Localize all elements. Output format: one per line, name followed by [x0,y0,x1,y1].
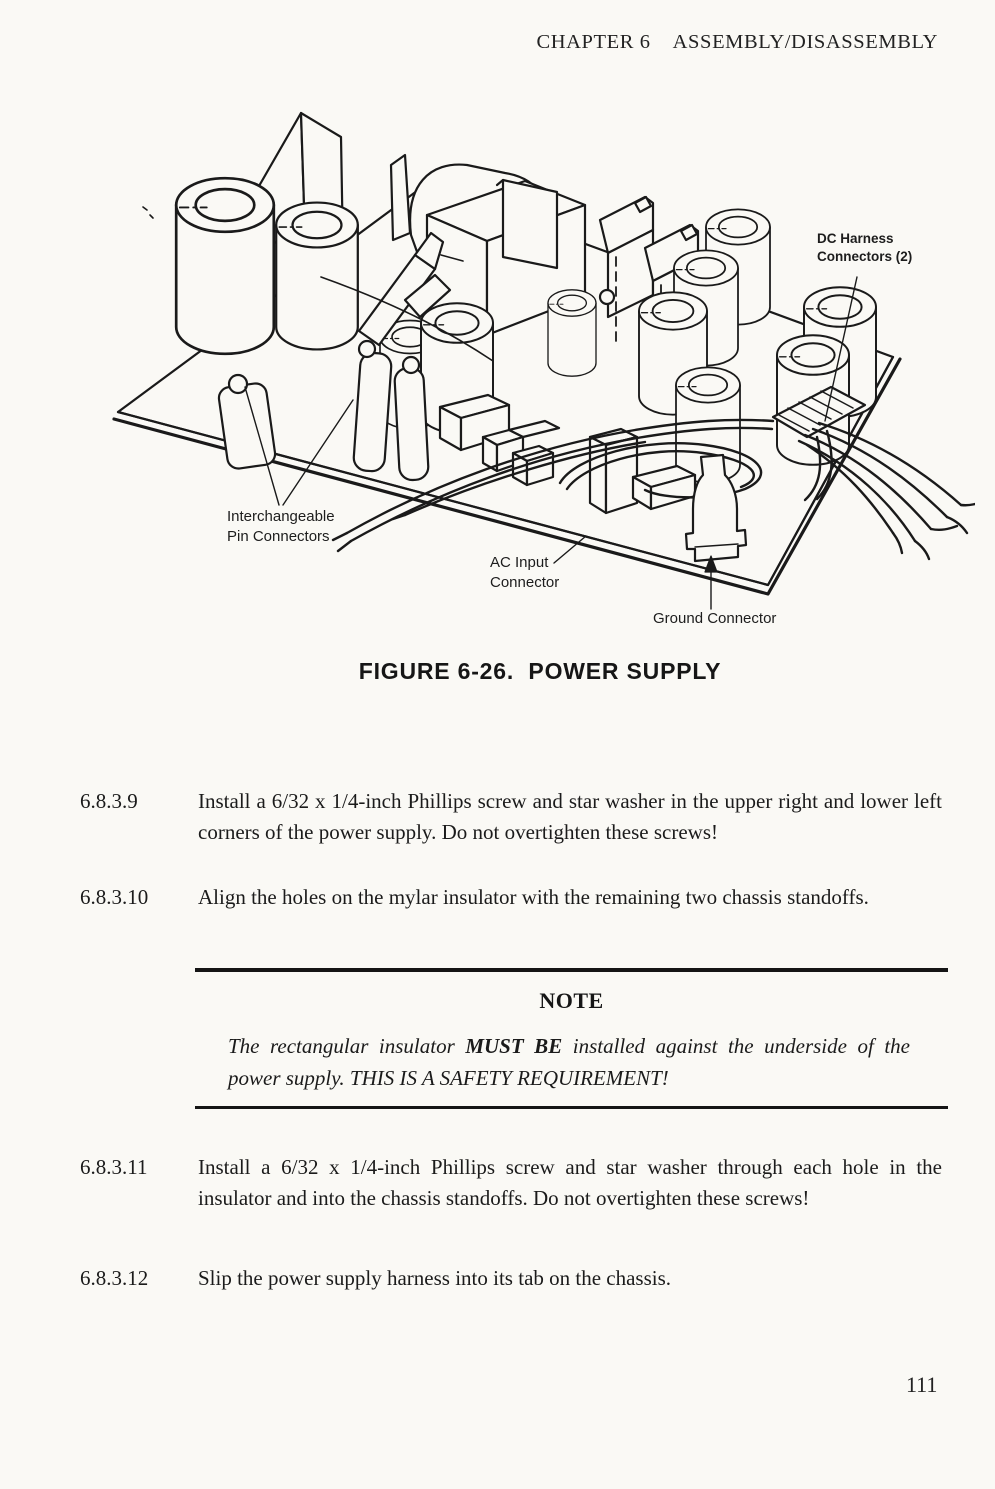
note-bottom-rule [195,1106,948,1109]
chapter-number: CHAPTER 6 [536,31,651,53]
note-text-emphasis: MUST BE [465,1034,563,1058]
note-text-before: The rectangular insulator [228,1034,466,1058]
step-6-8-3-10 [80,882,942,913]
figure-label-pin-connectors [227,507,335,547]
step-6-8-3-9 [80,786,942,848]
step-number: 6.8.3.12 [80,1266,149,1290]
figure-label-dc-harness [817,230,912,265]
step-text: Slip the power supply harness into its tab on the chassis. [198,1266,672,1290]
page-number: 111 [906,1372,938,1397]
step-number: 6.8.3.10 [80,885,149,909]
step-number: 6.8.3.9 [80,789,138,813]
note-top-rule [195,968,948,972]
step-text: Align the holes on the mylar insulator with the remaining two chassis standoffs. [198,885,869,909]
step-6-8-3-12 [80,1263,942,1294]
pin-connectors-line2: Pin Connectors [227,528,330,545]
step-number: 6.8.3.11 [80,1155,148,1179]
step-text: Install a 6/32 x 1/4-inch Phillips screw and star washer through each hole in the insulator and into the chassis standoffs. Do not overtighten these screws! [198,1155,942,1210]
figure-label-ground: Ground Connector [653,610,777,627]
chapter-title: ASSEMBLY/DISASSEMBLY [672,31,938,53]
pin-connectors-line1: Interchangeable [227,508,335,525]
note-text [228,1030,910,1094]
figure-label-ac-input [490,553,559,593]
figure-caption: FIGURE 6-26. POWER SUPPLY [358,658,722,684]
dc-harness-line1: DC Harness [817,231,894,246]
power-supply-figure [105,85,975,660]
step-6-8-3-11 [80,1152,942,1214]
ac-input-line2: Connector [490,574,560,591]
chapter-header [536,31,938,54]
note-text-after: installed against the underside of the power supply. THIS IS A SAFETY REQUIREMENT! [228,1034,911,1090]
ac-input-line1: AC Input [490,554,549,571]
note-title: NOTE [539,988,604,1013]
dc-harness-line2: Connectors (2) [817,248,913,264]
step-text: Install a 6/32 x 1/4-inch Phillips screw and star washer in the upper right and lower left corners of the power supply. Do not overtighten these screws! [198,789,942,844]
